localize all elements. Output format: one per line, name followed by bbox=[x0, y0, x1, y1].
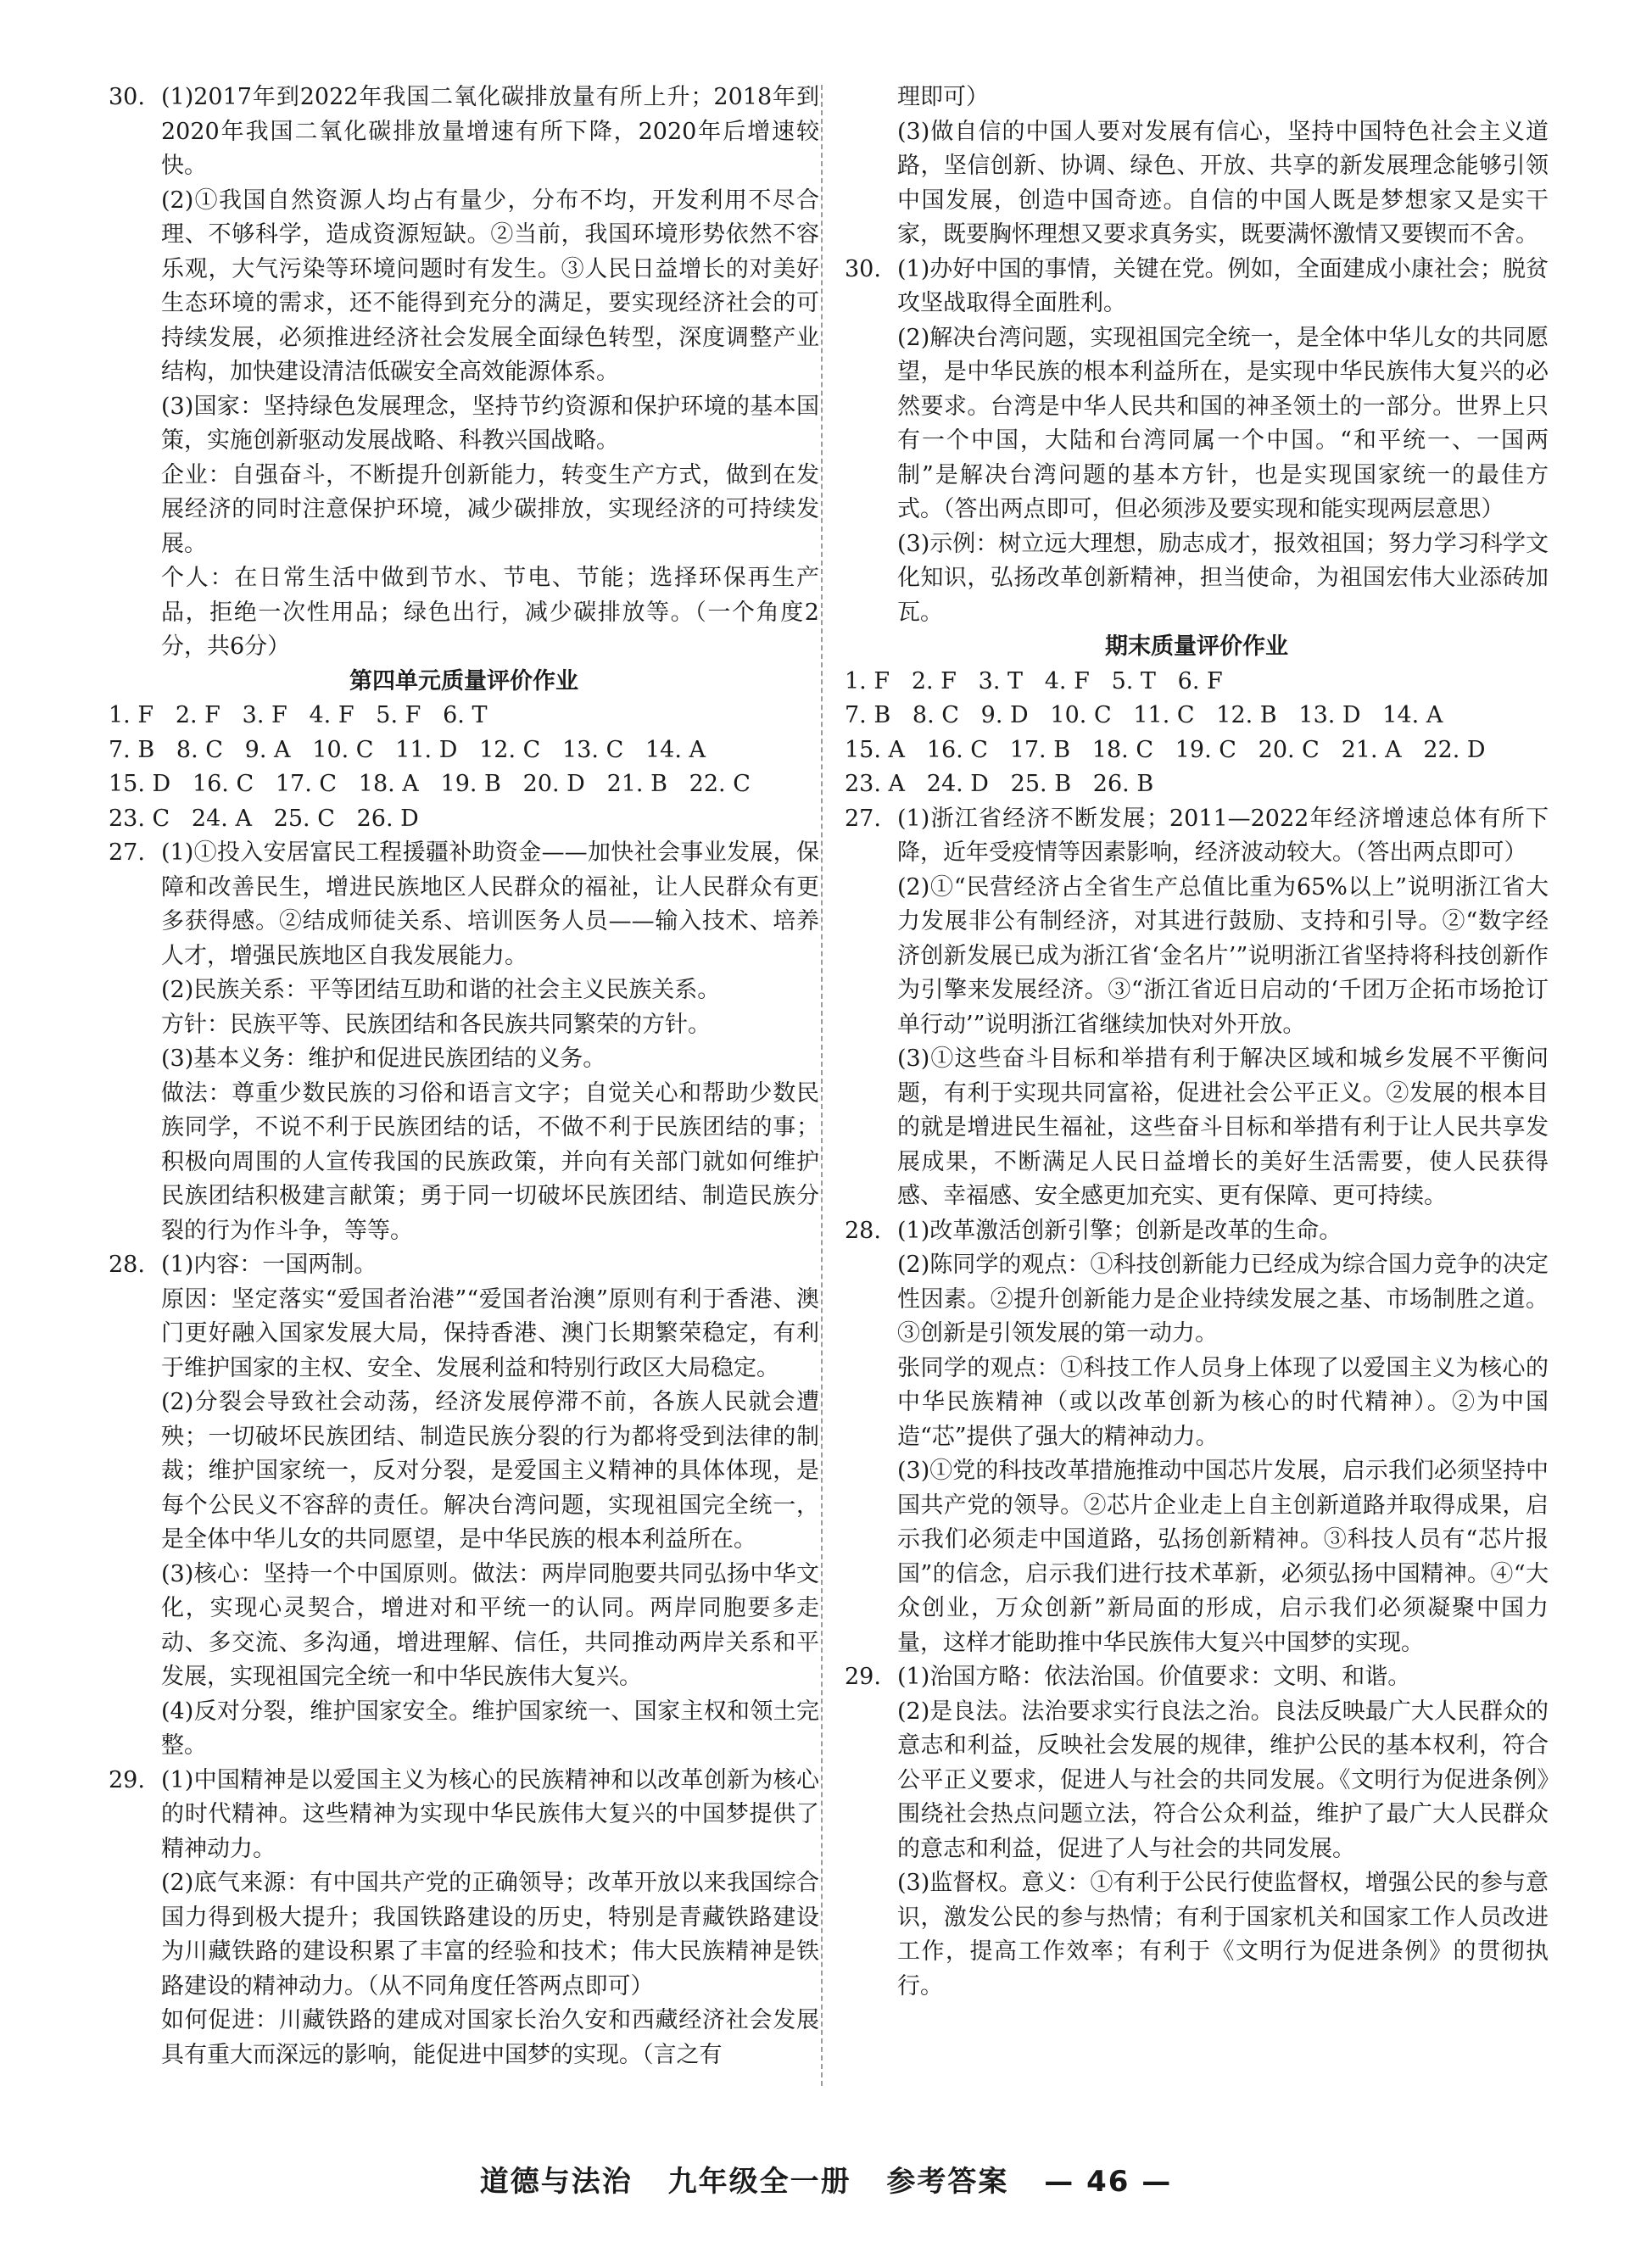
answer-paragraph: (1)改革激活创新引擎；创新是改革的生命。 bbox=[897, 1217, 1342, 1244]
answer-paragraph: (2)解决台湾问题，实现祖国完全统一，是全体中华儿女的共同愿望，是中华民族的根本利益所在，是实现中华民族伟大复兴的必然要求。台湾是中华人民共和国的神圣领土的一部分。世界上只有一个中国，大陆和台湾同属一个中国。“和平统一、一国两制”是解决台湾问题的基本方针，也是实现国家统一的最佳方式。（答出两点即可，但必须涉及要实现和能实现两层意思） bbox=[897, 324, 1549, 522]
left-column bbox=[109, 81, 819, 2072]
choice-answers-row: 1. F 2. F 3. F 4. F 5. F 6. T bbox=[109, 702, 488, 728]
answer-paragraph: 如何促进：川藏铁路的建成对国家长治久安和西藏经济社会发展具有重大而深远的影响，能促进中国梦的实现。（言之有 bbox=[161, 2007, 819, 2068]
answer-paragraph: (2)民族关系：平等团结互助和谐的社会主义民族关系。 bbox=[161, 977, 721, 1003]
answer-paragraph: (3)基本义务：维护和促进民族团结的义务。 bbox=[161, 1046, 606, 1072]
answer-paragraph: (2)陈同学的观点：①科技创新能力已经成为综合国力竞争的决定性因素。②提升创新能力是企业持续发展之基、市场制胜之道。③创新是引领发展的第一动力。 bbox=[897, 1252, 1549, 1347]
answer-paragraph: 个人：在日常生活中做到节水、节电、节能；选择环保再生产品，拒绝一次性用品；绿色出行，减少碳排放等。（一个角度2分，共6分） bbox=[161, 565, 819, 660]
question-30-right bbox=[845, 253, 1549, 631]
question-28-right bbox=[845, 1214, 1549, 1661]
choice-answers-row: 7. B 8. C 9. D 10. C 11. C 12. B 13. D 14. A bbox=[845, 702, 1443, 728]
answer-paragraph: (4)反对分裂，维护国家安全。维护国家统一、国家主权和领土完整。 bbox=[161, 1698, 819, 1759]
answer-paragraph: (1)①投入安居富民工程援疆补助资金——加快社会事业发展，保障和改善民生，增进民族地区人民群众的福祉，让人民群众有更多获得感。②结成师徒关系、培训医务人员——输入技术、培养人才，增强民族地区自我发展能力。 bbox=[161, 839, 819, 969]
footer-label: 参考答案 bbox=[886, 2165, 1009, 2199]
answer-paragraph: (2)①“民营经济占全省生产总值比重为65%以上”说明浙江省大力发展非公有制经济，对其进行鼓励、支持和引导。②“数字经济创新发展已成为浙江省‘金名片’”说明浙江省坚持将科技创新作为引擎来发展经济。③“浙江省近日启动的‘千团万企拓市场抢订单行动’”说明浙江省继续加快对外开放。 bbox=[897, 873, 1549, 1038]
question-number: 30. bbox=[845, 255, 881, 282]
choice-answers-row: 23. A 24. D 25. B 26. B bbox=[845, 771, 1154, 797]
answer-paragraph: (2)分裂会导致社会动荡，经济发展停滞不前，各族人民就会遭殃；一切破坏民族团结、制造民族分裂的行为都将受到法律的制裁；维护国家统一，反对分裂，是爱国主义精神的具体体现，是每个公民义不容辞的责任。解决台湾问题，实现祖国完全统一，是全体中华儿女的共同愿望，是中华民族的根本利益所在。 bbox=[161, 1389, 819, 1553]
choice-answers-row: 7. B 8. C 9. A 10. C 11. D 12. C 13. C 14. A bbox=[109, 736, 706, 763]
answer-paragraph: (1)2017年到2022年我国二氧化碳排放量有所上升；2018年到2020年我国二氧化碳排放量增速有所下降，2020年后增速较快。 bbox=[161, 84, 819, 179]
answer-paragraph: 理即可） bbox=[897, 84, 989, 110]
column-divider bbox=[821, 85, 823, 2086]
answer-paragraph: (2)①我国自然资源人均占有量少，分布不均，开发利用不尽合理、不够科学，造成资源短缺。②当前，我国环境形势依然不容乐观，大气污染等环境问题时有发生。③人民日益增长的对美好生态环境的需求，还不能得到充分的满足，要实现经济社会的可持续发展，必须推进经济社会发展全面绿色转型，深度调整产业结构，加快建设清洁低碳安全高效能源体系。 bbox=[161, 187, 819, 385]
answer-paragraph: (1)中国精神是以爱国主义为核心的民族精神和以改革创新为核心的时代精神。这些精神为实现中华民族伟大复兴的中国梦提供了精神动力。 bbox=[161, 1766, 819, 1862]
answer-paragraph: 方针：民族平等、民族团结和各民族共同繁荣的方针。 bbox=[161, 1011, 711, 1038]
answer-paragraph: (1)办好中国的事情，关键在党。例如，全面建成小康社会；脱贫攻坚战取得全面胜利。 bbox=[897, 255, 1549, 316]
question-number: 29. bbox=[109, 1766, 145, 1793]
answer-paragraph: (2)底气来源：有中国共产党的正确领导；改革开放以来我国综合国力得到极大提升；我国铁路建设的历史，特别是青藏铁路建设为川藏铁路的建设积累了丰富的经验和技术；伟大民族精神是铁路建设的精神动力。（从不同角度任答两点即可） bbox=[161, 1870, 819, 1999]
answer-paragraph: (1)浙江省经济不断发展；2011—2022年经济增速总体有所下降，近年受疫情等因素影响，经济波动较大。（答出两点即可） bbox=[897, 805, 1549, 866]
section-title-unit4: 第四单元质量评价作业 bbox=[349, 667, 578, 694]
answer-paragraph: (3)①这些奋斗目标和举措有利于解决区域和城乡发展不平衡问题，有利于实现共同富裕，促进社会公平正义。②发展的根本目的就是增进民生福祉，这些奋斗目标和举措有利于让人民共享发展成果，不断满足人民日益增长的美好生活需要，使人民获得感、幸福感、安全感更加充实、更有保障、更可持续。 bbox=[897, 1046, 1549, 1209]
answer-paragraph: (3)示例：树立远大理想，励志成才，报效祖国；努力学习科学文化知识，弘扬改革创新精神，担当使命，为祖国宏伟大业添砖加瓦。 bbox=[897, 530, 1549, 626]
answer-paragraph: (3)①党的科技改革措施推动中国芯片发展，启示我们必须坚持中国共产党的领导。②芯片企业走上自主创新道路并取得成果，启示我们必须走中国道路，弘扬创新精神。③科技人员有“芯片报国”的信念，启示我们进行技术革新，必须弘扬中国精神。④“大众创业，万众创新”新局面的形成，启示我们必须凝聚中国力量，这样才能助推中华民族伟大复兴中国梦的实现。 bbox=[897, 1458, 1549, 1656]
choice-answers-row: 23. C 24. A 25. C 26. D bbox=[109, 805, 419, 832]
question-29-left bbox=[109, 1764, 819, 2073]
answer-paragraph: (3)核心：坚持一个中国原则。做法：两岸同胞要共同弘扬中华文化，实现心灵契合，增进对和平统一的认同。两岸同胞要多走动、多交流、多沟通，增进理解、信任，共同推动两岸关系和平发展，实现祖国完全统一和中华民族伟大复兴。 bbox=[161, 1560, 819, 1690]
question-number: 29. bbox=[845, 1664, 881, 1690]
question-27-left bbox=[109, 836, 819, 1248]
question-27-right bbox=[845, 802, 1549, 1214]
answer-paragraph: 原因：坚定落实“爱国者治港”“爱国者治澳”原则有利于香港、澳门更好融入国家发展大局，保持香港、澳门长期繁荣稳定，有利于维护国家的主权、安全、发展利益和特别行政区大局稳定。 bbox=[161, 1285, 819, 1381]
question-number: 27. bbox=[109, 839, 145, 866]
footer-grade: 九年级全一册 bbox=[667, 2165, 851, 2199]
question-29-continued bbox=[845, 81, 1549, 253]
question-number: 27. bbox=[845, 805, 881, 832]
answer-paragraph: 张同学的观点：①科技工作人员身上体现了以爱国主义为核心的中华民族精神（或以改革创新为核心的时代精神）。②为中国造“芯”提供了强大的精神动力。 bbox=[897, 1354, 1549, 1450]
question-number: 28. bbox=[109, 1252, 145, 1278]
question-number: 30. bbox=[109, 84, 145, 110]
answer-paragraph: 企业：自强奋斗，不断提升创新能力，转变生产方式，做到在发展经济的同时注意保护环境，减少碳排放，实现经济的可持续发展。 bbox=[161, 461, 819, 557]
question-number: 28. bbox=[845, 1217, 881, 1244]
choice-answers-row: 15. D 16. C 17. C 18. A 19. B 20. D 21. B 22. C bbox=[109, 771, 751, 797]
section-title-final: 期末质量评价作业 bbox=[1105, 633, 1288, 660]
answer-paragraph: 做法：尊重少数民族的习俗和语言文字；自觉关心和帮助少数民族同学，不说不利于民族团结的话，不做不利于民族团结的事；积极向周围的人宣传我国的民族政策，并向有关部门就如何维护民族团结积极建言献策；勇于同一切破坏民族团结、制造民族分裂的行为作斗争，等等。 bbox=[161, 1079, 819, 1244]
question-29-right bbox=[845, 1660, 1549, 2004]
choice-answers-row: 1. F 2. F 3. T 4. F 5. T 6. F bbox=[845, 667, 1223, 694]
right-column bbox=[845, 81, 1549, 2004]
answer-paragraph: (1)内容：一国两制。 bbox=[161, 1252, 377, 1278]
page-number: — 46 — bbox=[1044, 2165, 1173, 2199]
answer-paragraph: (3)监督权。意义：①有利于公民行使监督权，增强公民的参与意识，激发公民的参与热情；有利于国家机关和国家工作人员改进工作，提高工作效率；有利于《文明行为促进条例》的贯彻执行。 bbox=[897, 1870, 1549, 1999]
question-28-left bbox=[109, 1248, 819, 1764]
answer-paragraph: (1)治国方略：依法治国。价值要求：文明、和谐。 bbox=[897, 1664, 1411, 1690]
answer-paragraph: (3)做自信的中国人要对发展有信心，坚持中国特色社会主义道路，坚信创新、协调、绿色、开放、共享的新发展理念能够引领中国发展，创造中国奇迹。自信的中国人既是梦想家又是实干家，既要胸怀理想又要求真务实，既要满怀激情又要锲而不舍。 bbox=[897, 118, 1549, 248]
question-30-left bbox=[109, 81, 819, 665]
answer-paragraph: (2)是良法。法治要求实行良法之治。良法反映最广大人民群众的意志和利益，反映社会发展的规律，维护公民的基本权利，符合公平正义要求，促进人与社会的共同发展。《文明行为促进条例》围绕社会热点问题立法，符合公众利益，维护了最广大人民群众的意志和利益，促进了人与社会的共同发展。 bbox=[897, 1698, 1549, 1862]
answer-paragraph: (3)国家：坚持绿色发展理念，坚持节约资源和保护环境的基本国策，实施创新驱动发展战略、科教兴国战略。 bbox=[161, 393, 819, 454]
footer-subject: 道德与法治 bbox=[479, 2165, 633, 2199]
page-footer bbox=[0, 2158, 1652, 2200]
choice-answers-row: 15. A 16. C 17. B 18. C 19. C 20. C 21. A 22. D bbox=[845, 736, 1486, 763]
